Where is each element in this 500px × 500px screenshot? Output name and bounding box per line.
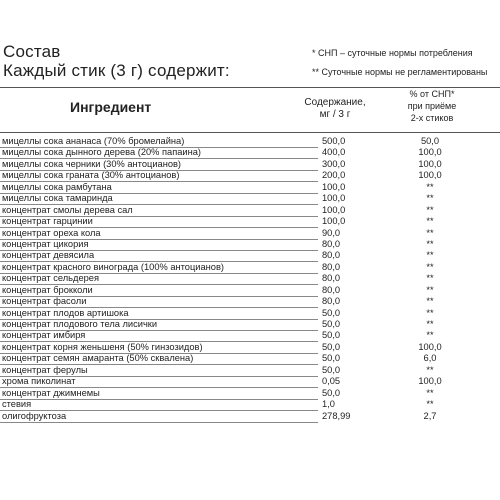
ingredient-amount: 100,0 xyxy=(322,204,346,215)
ingredient-name: хрома пиколинат xyxy=(2,376,76,387)
header-rnp-line3: 2-х стиков xyxy=(410,113,454,123)
table-row xyxy=(0,342,500,353)
table-row xyxy=(0,365,500,376)
ingredient-name: концентрат семян амаранта (50% сквалена) xyxy=(2,353,194,364)
ingredient-amount: 50,0 xyxy=(322,341,341,352)
ingredient-name: олигофруктоза xyxy=(2,410,67,421)
ingredient-rnp-percent: ** xyxy=(426,181,434,192)
ingredient-amount: 100,0 xyxy=(322,193,346,204)
table-row xyxy=(0,159,500,170)
ingredient-rnp-percent: 2,7 xyxy=(423,410,437,421)
header-rnp-line1: % от СНП* xyxy=(409,89,455,99)
ingredient-rnp-percent: 100,0 xyxy=(418,158,442,169)
ingredient-amount: 90,0 xyxy=(322,227,341,238)
ingredient-rnp-percent: ** xyxy=(426,193,434,204)
ingredient-rnp-percent: ** xyxy=(426,216,434,227)
ingredient-rnp-percent: 100,0 xyxy=(418,147,442,158)
table-header-rule xyxy=(0,132,500,133)
ingredient-name: концентрат гарцинии xyxy=(2,216,93,227)
ingredient-amount: 100,0 xyxy=(322,181,346,192)
ingredient-amount: 500,0 xyxy=(322,136,346,146)
header-ingredient: Ингредиент xyxy=(70,99,152,115)
ingredient-rnp-percent: ** xyxy=(426,227,434,238)
ingredient-rnp-percent: ** xyxy=(426,296,434,307)
ingredient-amount: 100,0 xyxy=(322,216,346,227)
ingredient-name: мицеллы сока рамбутана xyxy=(2,181,112,192)
ingredient-rows xyxy=(0,136,500,422)
table-row xyxy=(0,285,500,296)
ingredient-amount: 0,05 xyxy=(322,376,341,387)
ingredient-name: мицеллы сока дынного дерева (20% папаина) xyxy=(2,147,202,158)
table-row xyxy=(0,411,500,422)
ingredient-name: мицеллы сока граната (30% антоцианов) xyxy=(2,170,180,181)
ingredient-name: концентрат ореха кола xyxy=(2,227,101,238)
ingredient-amount: 1,0 xyxy=(322,399,335,410)
table-row xyxy=(0,308,500,319)
ingredient-rnp-percent: 100,0 xyxy=(418,341,442,352)
table-row xyxy=(0,205,500,216)
ingredient-rnp-percent: 6,0 xyxy=(423,353,437,364)
ingredient-name: концентрат красного винограда (100% антоцианов) xyxy=(2,261,224,272)
ingredient-rnp-percent: ** xyxy=(426,364,434,375)
ingredient-rnp-percent: ** xyxy=(426,307,434,318)
table-row xyxy=(0,250,500,261)
row-underline xyxy=(0,422,318,423)
ingredient-amount: 278,99 xyxy=(322,410,351,421)
ingredient-rnp-percent: ** xyxy=(426,250,434,261)
ingredient-name: концентрат сельдерея xyxy=(2,273,99,284)
table-row xyxy=(0,170,500,181)
ingredient-name: концентрат джимнемы xyxy=(2,387,100,398)
footnote-not-regulated: ** Суточные нормы не регламентированы xyxy=(312,67,488,77)
table-row xyxy=(0,319,500,330)
ingredient-name: мицеллы сока ананаса (70% бромелайна) xyxy=(2,136,185,146)
ingredient-rnp-percent: 100,0 xyxy=(418,376,442,387)
ingredient-amount: 200,0 xyxy=(322,170,346,181)
ingredient-name: концентрат имбиря xyxy=(2,330,86,341)
table-row xyxy=(0,193,500,204)
ingredient-rnp-percent: 50,0 xyxy=(420,136,440,146)
ingredient-amount: 50,0 xyxy=(322,353,341,364)
ingredient-name: стевия xyxy=(2,399,32,410)
table-row xyxy=(0,330,500,341)
ingredient-rnp-percent: ** xyxy=(426,238,434,249)
ingredient-rnp-percent: ** xyxy=(426,330,434,341)
ingredient-rnp-percent: ** xyxy=(426,273,434,284)
header-rnp-line2: при приёме xyxy=(407,101,457,111)
header-content-line2: мг / 3 г xyxy=(319,109,351,120)
table-row xyxy=(0,239,500,250)
ingredient-amount: 80,0 xyxy=(322,261,341,272)
ingredient-amount: 80,0 xyxy=(322,250,341,261)
ingredient-name: концентрат смолы дерева сал xyxy=(2,204,133,215)
ingredient-name: концентрат брокколи xyxy=(2,284,93,295)
table-row xyxy=(0,388,500,399)
ingredient-amount: 80,0 xyxy=(322,273,341,284)
ingredient-name: концентрат плодового тела лисички xyxy=(2,319,158,329)
ingredient-rnp-percent: 100,0 xyxy=(418,170,442,181)
table-row xyxy=(0,296,500,307)
ingredient-amount: 80,0 xyxy=(322,284,341,295)
ingredient-rnp-percent: ** xyxy=(426,204,434,215)
ingredient-amount: 80,0 xyxy=(322,238,341,249)
ingredient-name: концентрат плодов артишока xyxy=(2,307,129,318)
ingredient-rnp-percent: ** xyxy=(426,319,434,329)
table-row xyxy=(0,273,500,284)
table-row xyxy=(0,147,500,158)
ingredient-rnp-percent: ** xyxy=(426,261,434,272)
ingredient-rnp-percent: ** xyxy=(426,284,434,295)
header-content-line1: Содержание, xyxy=(304,97,366,108)
ingredient-amount: 50,0 xyxy=(322,307,341,318)
header-rnp xyxy=(392,88,472,124)
ingredient-rnp-percent: ** xyxy=(426,399,434,410)
ingredient-name: концентрат девясила xyxy=(2,250,95,261)
footnote-rnp: * СНП – суточные нормы потребления xyxy=(312,48,473,58)
table-row xyxy=(0,353,500,364)
ingredient-rnp-percent: ** xyxy=(426,387,434,398)
ingredient-name: концентрат корня женьшеня (50% гинзозидов) xyxy=(2,341,203,352)
ingredient-name: концентрат ферулы xyxy=(2,364,88,375)
table-row xyxy=(0,136,500,147)
ingredient-amount: 400,0 xyxy=(322,147,346,158)
ingredient-amount: 50,0 xyxy=(322,319,341,329)
ingredient-amount: 80,0 xyxy=(322,296,341,307)
table-row xyxy=(0,376,500,387)
ingredient-name: концентрат цикория xyxy=(2,238,89,249)
composition-title: Состав xyxy=(3,42,61,61)
composition-subtitle: Каждый стик (3 г) содержит: xyxy=(3,61,230,80)
table-row xyxy=(0,182,500,193)
ingredient-name: мицеллы сока тамаринда xyxy=(2,193,113,204)
ingredient-amount: 50,0 xyxy=(322,364,341,375)
header-content xyxy=(294,97,376,121)
table-row xyxy=(0,216,500,227)
ingredient-name: мицеллы сока черники (30% антоцианов) xyxy=(2,158,182,169)
table-row xyxy=(0,228,500,239)
ingredient-amount: 300,0 xyxy=(322,158,346,169)
table-row xyxy=(0,262,500,273)
ingredient-name: концентрат фасоли xyxy=(2,296,87,307)
ingredient-amount: 50,0 xyxy=(322,387,341,398)
ingredient-amount: 50,0 xyxy=(322,330,341,341)
table-row xyxy=(0,399,500,410)
